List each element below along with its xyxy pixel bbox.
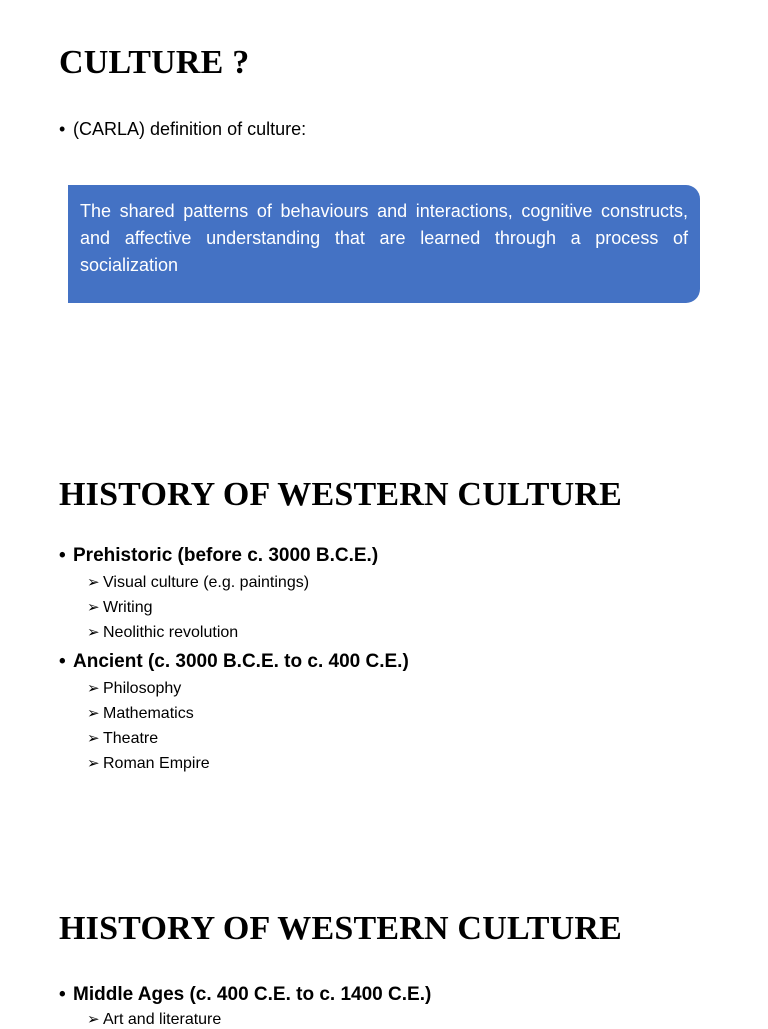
list-item <box>87 623 238 642</box>
section-heading <box>59 545 378 567</box>
list-item <box>87 598 153 617</box>
carla-bullet <box>59 119 306 140</box>
carla-bullet-text: (CARLA) definition of culture: <box>73 119 307 139</box>
definition-box <box>68 185 700 303</box>
bullet-icon: • <box>59 651 66 672</box>
slide2-title: HISTORY OF WESTERN CULTURE <box>59 476 622 513</box>
bullet-icon: • <box>59 545 66 566</box>
bullet-icon: • <box>59 984 66 1005</box>
section-heading-text: Ancient (c. 3000 B.C.E. to c. 400 C.E.) <box>73 651 409 672</box>
list-item <box>87 729 158 748</box>
list-item-text: Mathematics <box>103 705 194 722</box>
arrow-icon: ➢ <box>87 680 100 697</box>
arrow-icon: ➢ <box>87 1011 100 1028</box>
arrow-icon: ➢ <box>87 730 100 747</box>
arrow-icon: ➢ <box>87 599 100 616</box>
list-item <box>87 1010 221 1029</box>
section-heading <box>59 984 431 1006</box>
list-item-text: Art and literature <box>103 1011 222 1028</box>
list-item-text: Writing <box>103 599 153 616</box>
list-item-text: Neolithic revolution <box>103 624 239 641</box>
list-item <box>87 704 194 723</box>
section-heading-text: Middle Ages (c. 400 C.E. to c. 1400 C.E.) <box>73 984 432 1005</box>
section-heading-text: Prehistoric (before c. 3000 B.C.E.) <box>73 545 379 566</box>
slide1-title: CULTURE ? <box>59 44 250 81</box>
list-item-text: Theatre <box>103 730 159 747</box>
bullet-icon: • <box>59 119 66 139</box>
arrow-icon: ➢ <box>87 755 100 772</box>
list-item-text: Roman Empire <box>103 755 210 772</box>
slide3-title: HISTORY OF WESTERN CULTURE <box>59 910 622 947</box>
list-item <box>87 573 309 592</box>
arrow-icon: ➢ <box>87 705 100 722</box>
arrow-icon: ➢ <box>87 574 100 591</box>
arrow-icon: ➢ <box>87 624 100 641</box>
list-item-text: Philosophy <box>103 680 182 697</box>
list-item <box>87 679 181 698</box>
list-item-text: Visual culture (e.g. paintings) <box>103 574 310 591</box>
definition-text: The shared patterns of behaviours and interactions, cognitive constructs, and affective understanding that are learned through a process of socialization <box>80 201 688 275</box>
section-heading <box>59 651 409 673</box>
list-item <box>87 754 210 773</box>
